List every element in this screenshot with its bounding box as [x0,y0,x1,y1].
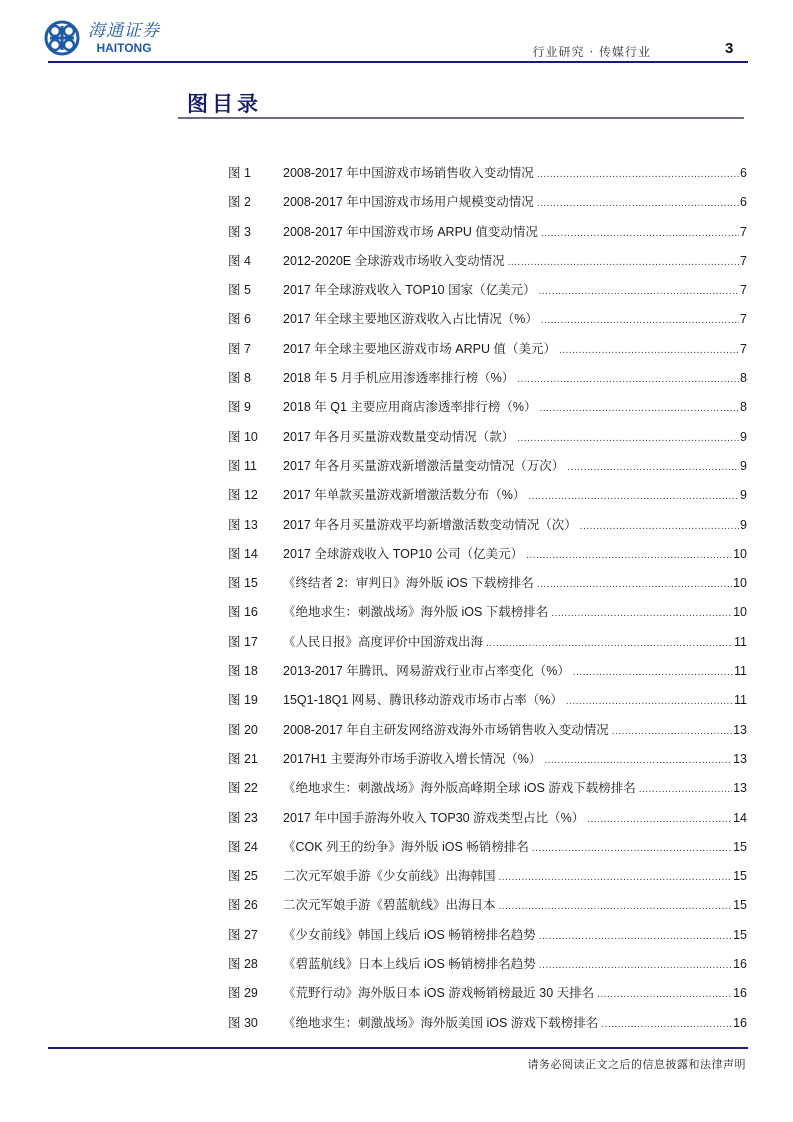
figure-page-number: 8 [740,371,747,386]
toc-entry[interactable] [228,544,747,573]
figure-caption: 2017 年各月买量游戏新增激活量变动情况（万次） [283,458,565,473]
figure-caption: 《绝地求生：刺激战场》海外版高峰期全球 iOS 游戏下载榜排名 [283,781,636,796]
toc-entry[interactable] [228,427,747,456]
figure-label: 图 8 [228,371,251,386]
figure-caption: 2008-2017 年中国游戏市场 ARPU 值变动情况 [283,224,538,239]
toc-entry[interactable] [228,690,747,719]
dot-leader [537,579,732,590]
toc-entry[interactable] [228,632,747,661]
dot-leader [587,814,732,825]
toc-entry[interactable] [228,778,747,807]
toc-entry[interactable] [228,602,747,631]
figure-page-number: 9 [740,517,747,532]
figure-caption: 2012-2020E 全球游戏市场收入变动情况 [283,253,505,268]
dot-leader [539,960,732,971]
figure-page-number: 11 [734,693,747,708]
figure-caption: 《少女前线》韩国上线后 iOS 畅销榜排名趋势 [283,927,536,942]
dot-leader [541,315,739,326]
figure-caption: 2017 年全球主要地区游戏收入占比情况（%） [283,312,538,327]
figure-label: 图 18 [228,664,258,679]
figure-page-number: 14 [733,810,747,825]
toc-entry[interactable] [228,749,747,778]
dot-leader [499,901,733,912]
figure-label: 图 13 [228,517,258,532]
figure-label: 图 17 [228,634,258,649]
page-number: 3 [725,40,734,57]
logo-wordmark [88,20,160,55]
figure-page-number: 6 [740,195,747,210]
figure-page-number: 11 [734,664,747,679]
figure-label: 图 5 [228,283,251,298]
toc-entry[interactable] [228,1013,747,1042]
dot-leader [601,1019,732,1030]
figure-page-number: 7 [740,224,747,239]
figure-page-number: 13 [733,781,747,796]
dot-leader [567,462,739,473]
toc-entry[interactable] [228,720,747,749]
figure-page-number: 7 [740,312,747,327]
logo-name-en: HAITONG [96,40,152,55]
dot-leader [612,726,732,737]
figure-caption: 2017 年各月买量游戏数量变动情况（款） [283,429,515,444]
toc-entry[interactable] [228,573,747,602]
figure-label: 图 10 [228,429,258,444]
figure-page-number: 6 [740,166,747,180]
figure-label: 图 6 [228,312,251,327]
figure-page-number: 16 [733,1015,747,1030]
toc-entry[interactable] [228,368,747,397]
figure-page-number: 15 [733,898,747,913]
figure-page-number: 16 [733,957,747,972]
dot-leader [541,228,739,239]
figure-caption: 2018 年 5 月手机应用渗透率排行榜（%） [283,371,515,386]
toc-entry[interactable] [228,895,747,924]
figure-label: 图 29 [228,986,258,1001]
figure-page-number: 13 [733,751,747,766]
figure-label: 图 24 [228,839,258,854]
figure-caption: 《碧蓝航线》日本上线后 iOS 畅销榜排名趋势 [283,957,536,972]
figure-label: 图 14 [228,546,258,561]
toc-entry[interactable] [228,485,747,514]
figure-caption: 二次元军娘手游《碧蓝航线》出海日本 [283,898,496,913]
report-section: 行业研究 · 传媒行业 [532,45,651,59]
toc-entry[interactable] [228,866,747,895]
dot-leader [539,286,739,297]
logo-name-cn: 海通证券 [88,20,160,41]
figure-label: 图 25 [228,869,258,884]
figure-toc-list [228,163,747,1042]
toc-entry[interactable] [228,222,747,251]
figure-caption: 《人民日报》高度评价中国游戏出海 [283,634,484,649]
figure-caption: 2018 年 Q1 主要应用商店渗透率排行榜（%） [283,400,537,415]
figure-caption: 《荒野行动》海外版日本 iOS 游戏畅销榜最近 30 天排名 [283,986,595,1001]
figure-caption: 《绝地求生：刺激战场》海外版 iOS 下载榜排名 [283,605,549,620]
toc-entry[interactable] [228,397,747,426]
toc-entry[interactable] [228,925,747,954]
figure-caption: 2017 年全球游戏收入 TOP10 国家（亿美元） [283,283,536,298]
figure-label: 图 26 [228,898,258,913]
dot-leader [517,374,739,385]
figure-caption: 2017H1 主要海外市场手游收入增长情况（%） [283,751,542,766]
figure-caption: 2008-2017 年中国游戏市场用户规模变动情况 [283,195,534,210]
company-logo [44,18,184,58]
figure-caption: 2017 全球游戏收入 TOP10 公司（亿美元） [283,546,524,561]
figure-page-number: 9 [740,458,747,473]
figure-label: 图 4 [228,253,251,268]
figure-page-number: 7 [740,283,747,298]
figure-page-number: 8 [740,400,747,415]
footer-divider [48,1047,748,1049]
dot-leader [539,931,732,942]
figure-page-number: 15 [733,927,747,942]
dot-leader [537,198,739,209]
figure-page-number: 10 [733,605,747,620]
figure-label: 图 27 [228,927,258,942]
figure-caption: 2017 年单款买量游戏新增激活数分布（%） [283,488,526,503]
figure-label: 图 7 [228,341,251,356]
figure-label: 图 22 [228,781,258,796]
dot-leader [551,608,732,619]
figure-label: 图 2 [228,195,251,210]
figure-caption: 2013-2017 年腾讯、网易游戏行业市占率变化（%） [283,664,570,679]
figure-page-number: 16 [733,986,747,1001]
toc-entry[interactable] [228,339,747,368]
toc-entry[interactable] [228,280,747,309]
figure-label: 图 15 [228,576,258,591]
toc-entry[interactable] [228,808,747,837]
figure-label: 图 28 [228,957,258,972]
toc-entry[interactable] [228,837,747,866]
title-divider [178,117,744,119]
figure-label: 图 23 [228,810,258,825]
figure-label: 图 20 [228,722,258,737]
figure-page-number: 7 [740,341,747,356]
figure-caption: 《绝地求生：刺激战场》海外版美国 iOS 游戏下载榜排名 [283,1015,599,1030]
dot-leader [517,433,739,444]
haitong-logo-icon [44,20,80,56]
dot-leader [573,667,733,678]
figure-label: 图 16 [228,605,258,620]
figure-page-number: 10 [733,576,747,591]
dot-leader [580,521,739,532]
dot-leader [528,491,739,502]
figure-label: 图 1 [228,166,251,180]
toc-entry[interactable] [228,251,747,280]
figure-caption: 《COK 列王的纷争》海外版 iOS 畅销榜排名 [283,839,529,854]
figure-label: 图 21 [228,751,258,766]
figure-caption: 2008-2017 年自主研发网络游戏海外市场销售收入变动情况 [283,722,609,737]
toc-entry[interactable] [228,983,747,1012]
dot-leader [597,989,732,1000]
figure-page-number: 15 [733,869,747,884]
page-title: 图目录 [187,92,262,116]
dot-leader [532,843,732,854]
dot-leader [499,872,733,883]
toc-entry[interactable] [228,163,747,192]
toc-entry[interactable] [228,456,747,485]
figure-page-number: 11 [734,634,747,649]
figure-page-number: 13 [733,722,747,737]
figure-page-number: 9 [740,488,747,503]
figure-label: 图 30 [228,1015,258,1030]
dot-leader [544,755,732,766]
figure-label: 图 9 [228,400,251,415]
dot-leader [486,638,733,649]
dot-leader [537,169,739,180]
figure-caption: 2017 年中国手游海外收入 TOP30 游戏类型占比（%） [283,810,585,825]
figure-page-number: 10 [733,546,747,561]
toc-entry[interactable] [228,515,747,544]
toc-entry[interactable] [228,192,747,221]
figure-label: 图 19 [228,693,258,708]
figure-caption: 2017 年全球主要地区游戏市场 ARPU 值（美元） [283,341,556,356]
figure-page-number: 9 [740,429,747,444]
figure-page-number: 15 [733,839,747,854]
dot-leader [540,403,740,414]
dot-leader [566,696,733,707]
figure-label: 图 12 [228,488,258,503]
header-divider [48,61,748,63]
toc-entry[interactable] [228,954,747,983]
figure-caption: 2008-2017 年中国游戏市场销售收入变动情况 [283,166,534,180]
figure-label: 图 3 [228,224,251,239]
figure-caption: 15Q1-18Q1 网易、腾讯移动游戏市场市占率（%） [283,693,563,708]
toc-entry[interactable] [228,309,747,338]
figure-caption: 《终结者 2：审判日》海外版 iOS 下载榜排名 [283,576,534,591]
figure-page-number: 7 [740,253,747,268]
dot-leader [508,257,739,268]
dot-leader [559,345,739,356]
figure-caption: 二次元军娘手游《少女前线》出海韩国 [283,869,496,884]
toc-entry[interactable] [228,661,747,690]
figure-caption: 2017 年各月买量游戏平均新增激活数变动情况（次） [283,517,577,532]
dot-leader [639,784,732,795]
figure-label: 图 11 [228,458,257,473]
dot-leader [526,550,732,561]
legal-disclaimer: 请务必阅读正文之后的信息披露和法律声明 [527,1058,746,1071]
